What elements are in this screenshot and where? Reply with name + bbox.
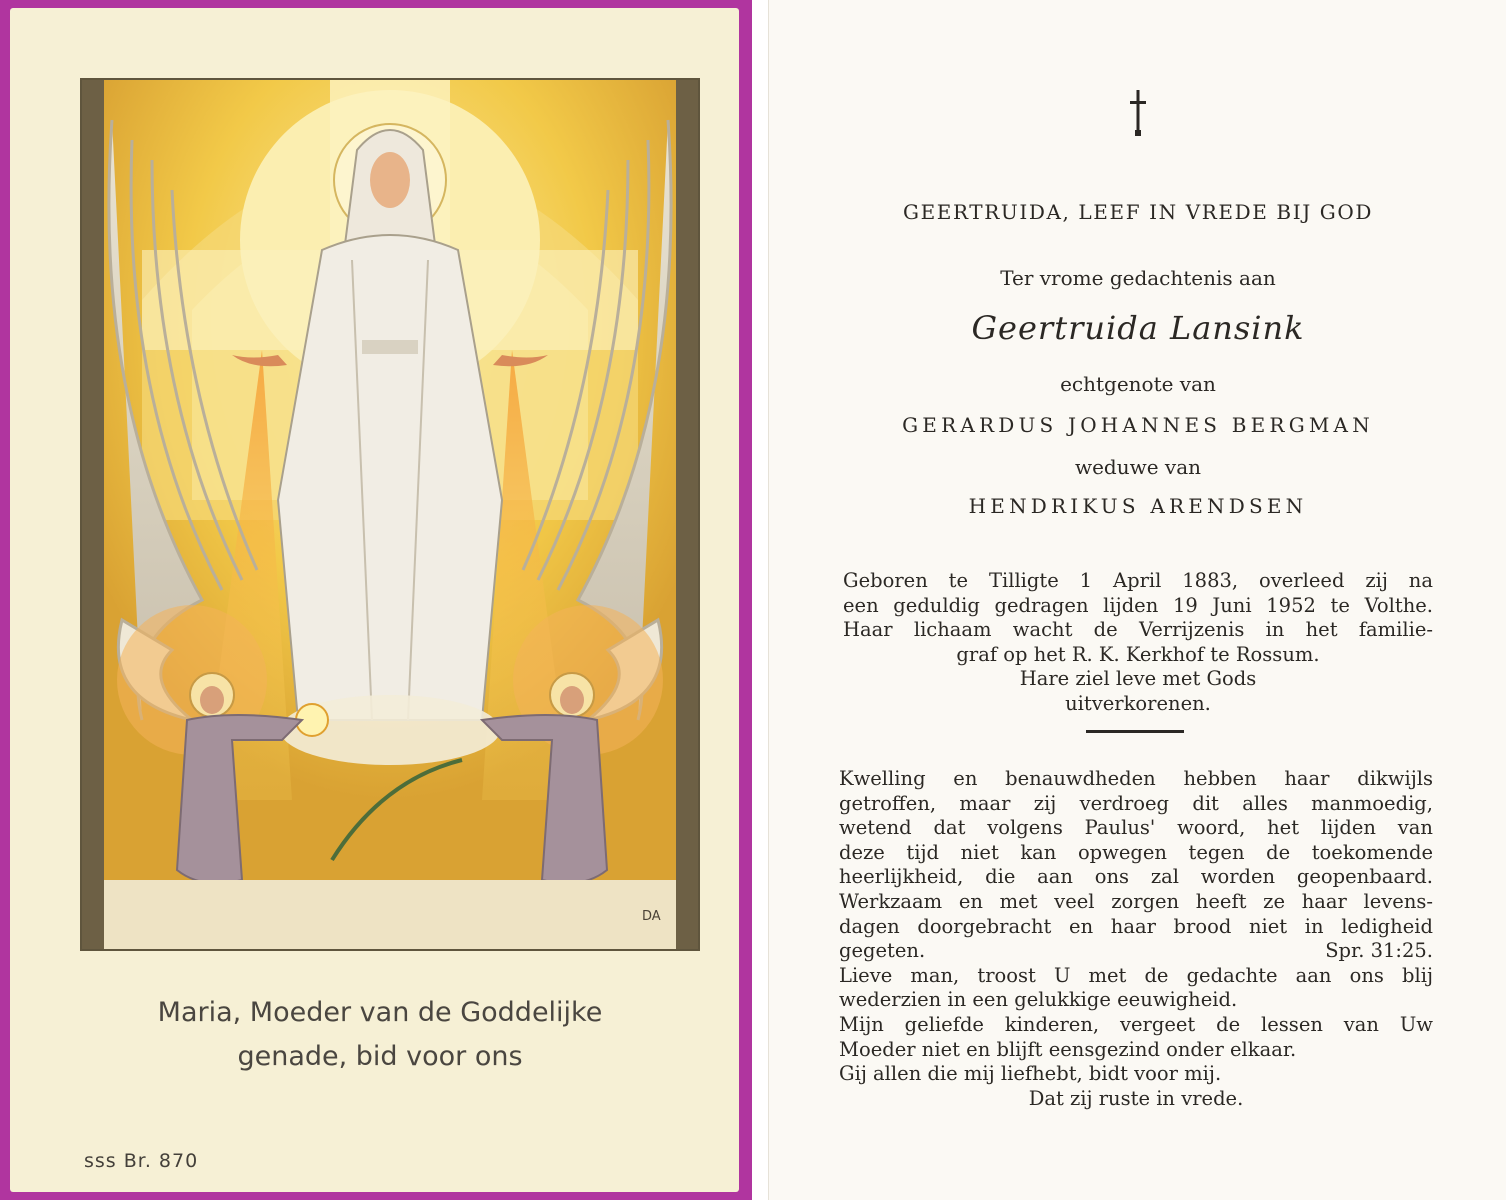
prayer-card-back <box>768 0 1506 1200</box>
spouse2-name: HENDRIKUS ARENDSEN <box>968 494 1308 518</box>
text-line: heerlijkheid, die aan ons zal worden geopenbaard. <box>839 865 1433 889</box>
text-line-with-reference <box>839 939 1433 964</box>
scripture-reference: Spr. 31:25. <box>1325 939 1433 963</box>
text-line: Gij allen die mij liefhebt, bidt voor mij. <box>839 1062 1222 1086</box>
spouse1-name: GERARDUS JOHANNES BERGMAN <box>902 413 1374 437</box>
bio-line: Hare ziel leve met Gods <box>1019 667 1257 691</box>
card-caption <box>70 991 690 1079</box>
bio-line: Geboren te Tilligte 1 April 1883, overleed zij na <box>843 569 1433 592</box>
text-line: Kwelling en benauwdheden hebben haar dikwijls <box>839 767 1433 790</box>
madonna-illustration <box>80 78 700 951</box>
bio-line: uitverkorenen. <box>1065 691 1211 715</box>
text-line: deze tijd niet kan opwegen tegen de toekomende <box>839 840 1433 864</box>
text-line: wederzien in een gelukkige eeuwigheid. <box>839 988 1238 1012</box>
headline: GEERTRUIDA, LEEF IN VREDE BIJ GOD <box>903 200 1373 224</box>
series-code: sss Br. 870 <box>84 1150 199 1172</box>
deceased-name: Geertruida Lansink <box>971 309 1305 347</box>
bio-line: Haar lichaam wacht de Verrijzenis in het familie- <box>843 618 1433 642</box>
text-line: Werkzaam en met veel zorgen heeft ze haar levens- <box>839 889 1433 913</box>
stone-base <box>104 880 676 949</box>
bio-line: graf op het R. K. Kerkhof te Rossum. <box>956 642 1320 666</box>
spouse2-label: weduwe van <box>1074 455 1202 479</box>
bio-line: een geduldig gedragen lijden 19 Juni 1952 te Volthe. <box>843 593 1433 617</box>
section-divider <box>1086 730 1184 733</box>
biography-paragraph <box>843 569 1433 717</box>
madonna-artwork-svg <box>82 80 698 949</box>
text-line: Lieve man, troost U met de gedachte aan ons blij <box>839 963 1433 987</box>
artist-monogram: DA <box>642 909 661 924</box>
prayer-card-front <box>0 0 752 1200</box>
closing-line: Dat zij ruste in vrede. <box>1028 1086 1244 1110</box>
text-line: wetend dat volgens Paulus' woord, het lijden van <box>839 816 1433 840</box>
spouse1-label: echtgenote van <box>1060 372 1216 396</box>
text-line: getroffen, maar zij verdroeg dit alles manmoedig, <box>839 791 1433 815</box>
latin-cross-icon <box>1130 90 1146 136</box>
card-paper <box>10 8 739 1192</box>
intro-text: Ter vrome gedachtenis aan <box>1000 266 1276 290</box>
caption-line-1: Maria, Moeder van de Goddelijke <box>157 997 603 1028</box>
text-line: gegeten. <box>839 939 926 963</box>
text-line: dagen doorgebracht en haar brood niet in ledigheid <box>839 914 1433 938</box>
text-line: Mijn geliefde kinderen, vergeet de lessen van Uw <box>839 1012 1433 1036</box>
caption-line-2: genade, bid voor ons <box>237 1041 523 1072</box>
memorial-text <box>839 767 1433 1111</box>
text-line: Moeder niet en blijft eensgezind onder elkaar. <box>839 1037 1297 1061</box>
